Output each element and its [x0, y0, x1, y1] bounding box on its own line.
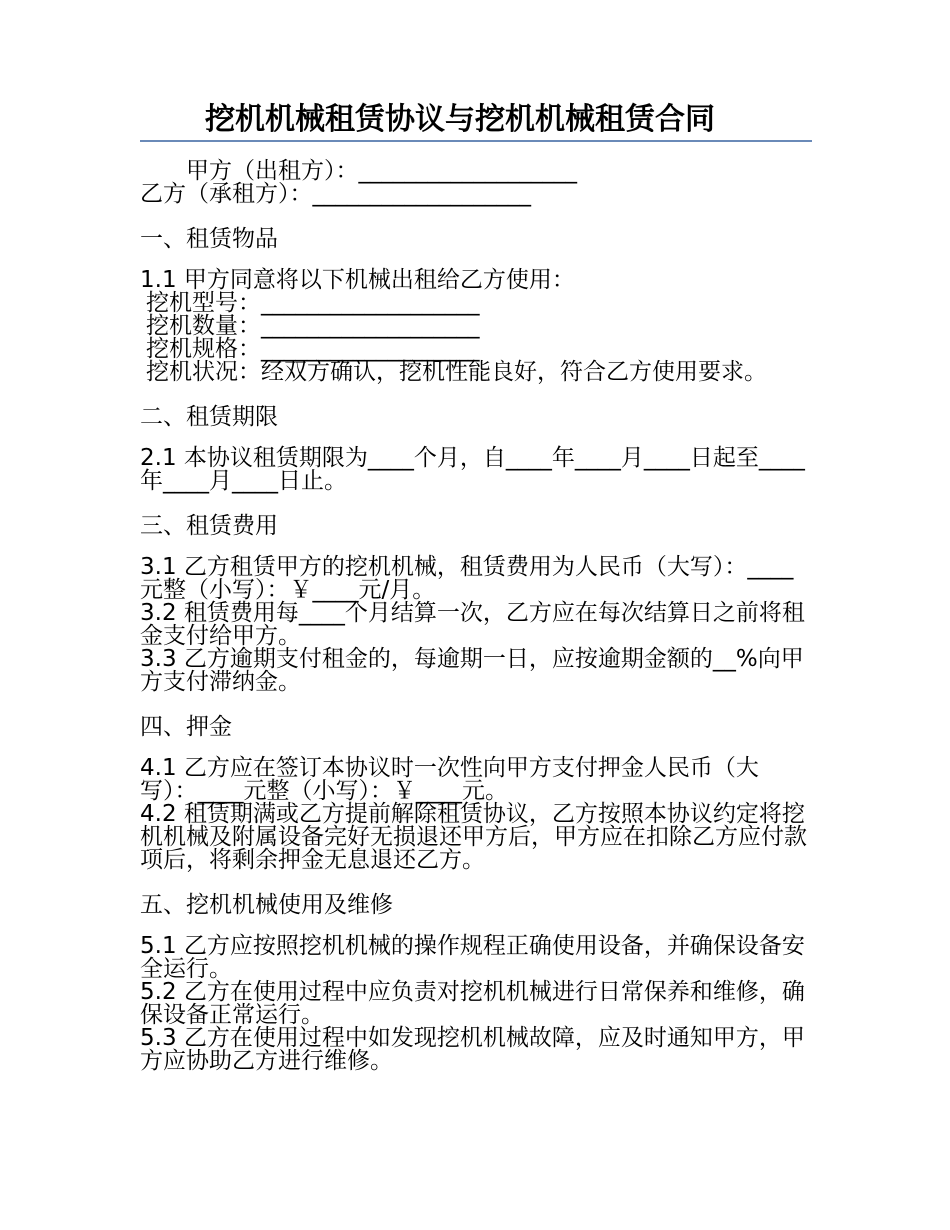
clause: 3.3 乙方逾期支付租金的，每逾期一日，应按逾期金额的__%向甲方支付滞纳金。 — [140, 646, 804, 695]
clause: 3.1 乙方租赁甲方的挖机机械，租赁费用为人民币（大写）：____元整（小写）：￥____元/月。 — [140, 554, 794, 603]
party-a-line: 甲方（出租方）：___________________ — [186, 158, 577, 184]
clause: 挖机状况：经双方确认，挖机性能良好，符合乙方使用要求。 — [146, 359, 767, 385]
clause: 5.3 乙方在使用过程中如发现挖机机械故障，应及时通知甲方，甲方应协助乙方进行维修。 — [140, 1025, 805, 1074]
section-heading: 一、租赁物品 — [140, 226, 278, 252]
section-heading: 五、挖机机械使用及维修 — [140, 892, 393, 918]
clause: 1.1 甲方同意将以下机械出租给乙方使用： — [140, 267, 575, 293]
section-heading: 二、租赁期限 — [140, 404, 278, 430]
document-title: 挖机机械租赁协议与挖机机械租赁合同 — [140, 100, 812, 142]
clause: 挖机数量：___________________ — [146, 313, 480, 339]
clause: 3.2 租赁费用每____个月结算一次，乙方应在每次结算日之前将租金支付给甲方。 — [140, 600, 805, 649]
clause: 2.1 本协议租赁期限为____个月，自____年____月____日起至____年____月____日止。 — [140, 445, 805, 494]
section-heading: 三、租赁费用 — [140, 513, 278, 539]
clause: 4.2 租赁期满或乙方提前解除租赁协议，乙方按照本协议约定将挖机机械及附属设备完好无损退还甲方后，甲方应在扣除乙方应付款项后，将剩余押金无息退还乙方。 — [140, 801, 807, 873]
clause: 5.1 乙方应按照挖机机械的操作规程正确使用设备，并确保设备安全运行。 — [140, 933, 805, 982]
document-body — [140, 100, 812, 1073]
clause: 挖机型号：___________________ — [146, 290, 480, 316]
clause: 5.2 乙方在使用过程中应负责对挖机机械进行日常保养和维修，确保设备正常运行。 — [140, 979, 805, 1028]
clause: 4.1 乙方应在签订本协议时一次性向甲方支付押金人民币（大写）：____元整（小写）：￥____元。 — [140, 755, 759, 804]
party-b-line: 乙方（承租方）：___________________ — [140, 181, 531, 207]
section-heading: 四、押金 — [140, 714, 232, 740]
clause: 挖机规格：___________________ — [146, 336, 480, 362]
